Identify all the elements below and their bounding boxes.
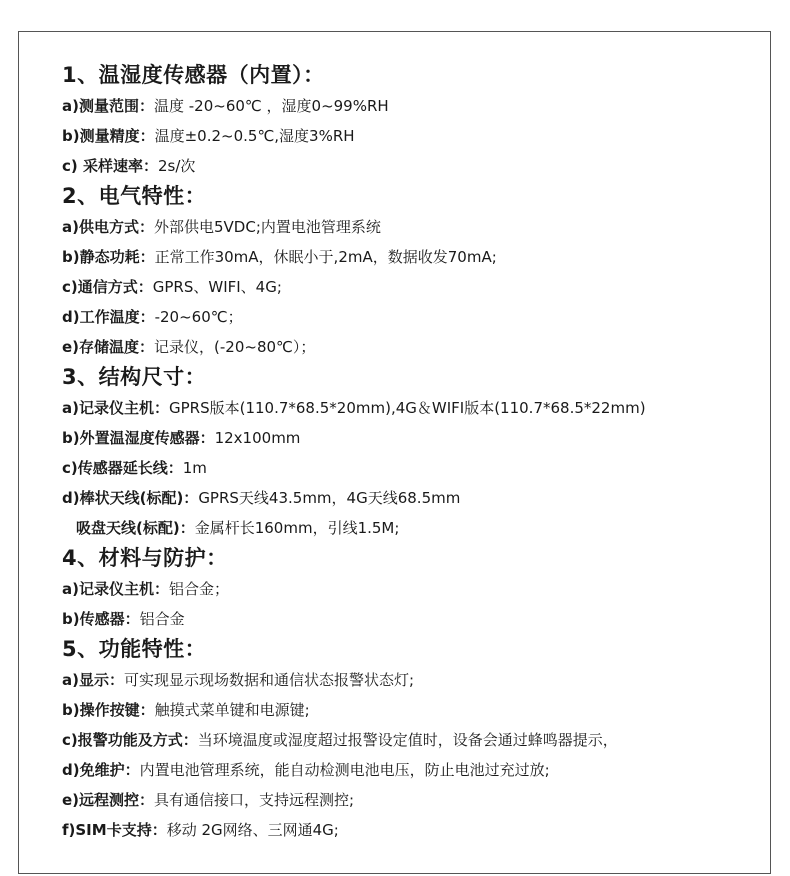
spec-value: 2s/次 bbox=[157, 157, 196, 175]
spec-label: b)传感器： bbox=[62, 610, 140, 628]
spec-line bbox=[62, 604, 762, 634]
spec-line bbox=[62, 695, 762, 725]
spec-line bbox=[62, 453, 762, 483]
section-title: 1、温湿度传感器（内置）： bbox=[62, 63, 325, 87]
spec-value: 金属杆长160mm，引线1.5M; bbox=[194, 519, 400, 537]
spec-line bbox=[62, 725, 762, 755]
spec-label: a)记录仪主机： bbox=[62, 580, 169, 598]
spec-line bbox=[62, 151, 762, 181]
spec-label: a)显示： bbox=[62, 671, 124, 689]
spec-label: a)测量范围： bbox=[62, 97, 154, 115]
spec-line bbox=[62, 302, 762, 332]
spec-value: 当环境温度或湿度超过报警设定值时，设备会通过蜂鸣器提示， bbox=[197, 731, 618, 749]
section-title: 3、结构尺寸： bbox=[62, 365, 207, 389]
spec-value: 可实现显示现场数据和通信状态报警状态灯; bbox=[123, 671, 415, 689]
spec-value: 记录仪，(-20~80℃）； bbox=[154, 338, 316, 356]
spec-value: 温度 -20~60℃ ，湿度0~99%RH bbox=[153, 97, 389, 115]
spec-value: 内置电池管理系统，能自动检测电池电压，防止电池过充过放; bbox=[139, 761, 550, 779]
spec-line bbox=[62, 755, 762, 785]
spec-line bbox=[62, 815, 762, 845]
spec-content bbox=[62, 60, 762, 845]
spec-line bbox=[62, 393, 762, 423]
spec-label: b)外置温湿度传感器： bbox=[62, 429, 215, 447]
spec-label: d)棒状天线(标配)： bbox=[62, 489, 199, 507]
spec-line bbox=[62, 574, 762, 604]
spec-label: e)存储温度： bbox=[62, 338, 155, 356]
spec-value: GPRS、WIFI、4G; bbox=[152, 278, 282, 296]
spec-value: 移动 2G网络、三网通4G; bbox=[166, 821, 339, 839]
spec-label: f)SIM卡支持： bbox=[62, 821, 167, 839]
spec-value: 触摸式菜单键和电源键; bbox=[154, 701, 310, 719]
spec-label: d)工作温度： bbox=[62, 308, 155, 326]
spec-line bbox=[62, 272, 762, 302]
spec-label: c)通信方式： bbox=[62, 278, 153, 296]
spec-value: GPRS版本(110.7*68.5*20mm),4G＆WIFI版本(110.7*68.5*22mm) bbox=[168, 399, 646, 417]
spec-label: c)传感器延长线： bbox=[62, 459, 183, 477]
spec-value: 具有通信接口，支持远程测控; bbox=[154, 791, 355, 809]
spec-label: e)远程测控： bbox=[62, 791, 155, 809]
spec-value: 温度±0.2~0.5℃,湿度3%RH bbox=[154, 127, 355, 145]
spec-line bbox=[62, 785, 762, 815]
spec-value: 12x100mm bbox=[214, 429, 301, 447]
spec-line bbox=[62, 423, 762, 453]
spec-line bbox=[62, 513, 762, 543]
spec-label: a)记录仪主机： bbox=[62, 399, 169, 417]
spec-value: 外部供电5VDC;内置电池管理系统 bbox=[153, 218, 381, 236]
spec-value: 正常工作30mA，休眠小于,2mA，数据收发70mA; bbox=[154, 248, 497, 266]
spec-line bbox=[62, 121, 762, 151]
spec-line bbox=[62, 242, 762, 272]
section-title: 5、功能特性： bbox=[62, 637, 207, 661]
spec-line bbox=[62, 483, 762, 513]
spec-value: 1m bbox=[182, 459, 207, 477]
spec-value: -20~60℃； bbox=[154, 308, 243, 326]
spec-label: a)供电方式： bbox=[62, 218, 154, 236]
spec-line bbox=[62, 332, 762, 362]
spec-label: c) 采样速率： bbox=[62, 157, 158, 175]
section-title: 4、材料与防护： bbox=[62, 546, 228, 570]
spec-label: b)测量精度： bbox=[62, 127, 155, 145]
spec-line bbox=[62, 91, 762, 121]
spec-label: 吸盘天线(标配)： bbox=[76, 519, 195, 537]
spec-value: GPRS天线43.5mm，4G天线68.5mm bbox=[198, 489, 461, 507]
spec-value: 铝合金； bbox=[168, 580, 229, 598]
spec-label: b)操作按键： bbox=[62, 701, 155, 719]
spec-label: b)静态功耗： bbox=[62, 248, 155, 266]
spec-line bbox=[62, 665, 762, 695]
spec-line bbox=[62, 212, 762, 242]
spec-value: 铝合金 bbox=[139, 610, 185, 628]
spec-label: c)报警功能及方式： bbox=[62, 731, 198, 749]
spec-label: d)免维护： bbox=[62, 761, 140, 779]
section-title: 2、电气特性： bbox=[62, 184, 207, 208]
